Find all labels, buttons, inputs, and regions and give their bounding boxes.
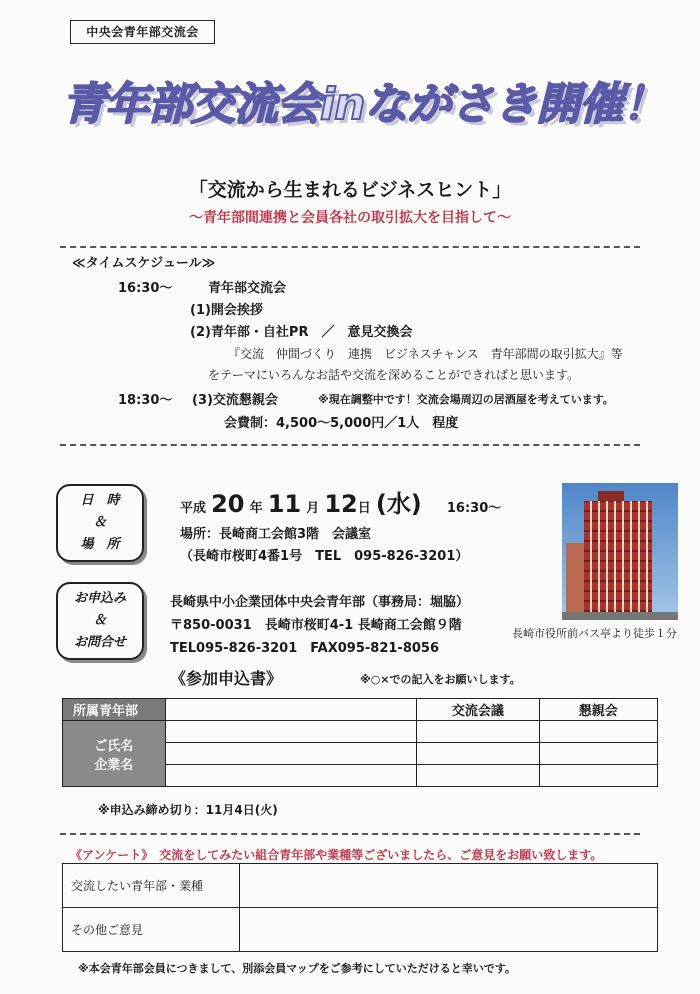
- schedule-desc-1: 『交流 仲間づくり 連携 ビジネスチャンス 青年部間の取引拡大』等: [228, 347, 623, 361]
- tagline: ～青年部間連携と会員各社の取引拡大を目指して～: [189, 210, 511, 226]
- photo-caption: 長崎市役所前バス亭より徒歩１分: [512, 627, 677, 640]
- event-address: （長崎市桜町4番1号 TEL 095-826-3201）: [180, 549, 469, 564]
- deadline: ※申込み締め切り：11月4日(火): [98, 803, 278, 817]
- survey-field-2[interactable]: [240, 908, 658, 952]
- party-field[interactable]: [539, 743, 657, 765]
- schedule-event-1: 青年部交流会: [208, 281, 287, 296]
- contact-address: 〒850-0031 長崎市桜町4-1 長崎商工会館９階: [170, 618, 462, 633]
- name-field[interactable]: [165, 743, 417, 765]
- affiliation-field[interactable]: [165, 699, 417, 721]
- subtitle: 「交流から生まれるビジネスヒント」: [188, 179, 512, 201]
- name-company-label: ご氏名 企業名: [63, 721, 166, 787]
- divider: [60, 444, 640, 446]
- schedule-fee: 会費制：4,500～5,000円／1人 程度: [224, 416, 459, 431]
- survey-table: [62, 863, 658, 952]
- org-badge: 中央会青年部交流会: [70, 20, 215, 44]
- registration-table: [62, 698, 658, 787]
- party-field[interactable]: [539, 765, 657, 787]
- meeting-field[interactable]: [417, 765, 539, 787]
- survey-label-1: 交流したい青年部・業種: [63, 864, 240, 908]
- col-party: 懇親会: [539, 699, 657, 721]
- building-photo: [562, 483, 678, 620]
- main-title: 青年部交流会inながさき開催！: [62, 79, 666, 130]
- footer-note: ※本会青年部会員につきまして、別添会員マップをご参考にしていただけると幸いです。: [78, 962, 516, 975]
- contact-label: お申込み ＆ お問合せ: [56, 582, 144, 660]
- event-date: 平成 20 年 11 月 12日 (水) 16:30～: [180, 490, 502, 518]
- meeting-field[interactable]: [417, 743, 539, 765]
- divider: [60, 246, 640, 248]
- form-note: ※○×での記入をお願いします。: [360, 673, 521, 686]
- contact-org: 長崎県中小企業団体中央会青年部（事務局：堀脇）: [170, 595, 470, 610]
- survey-field-1[interactable]: [240, 864, 658, 908]
- meeting-field[interactable]: [417, 721, 539, 743]
- col-affiliation: 所属青年部: [63, 699, 166, 721]
- divider: [60, 833, 640, 835]
- name-field[interactable]: [165, 765, 417, 787]
- datetime-label: 日 時 ＆ 場 所: [56, 484, 144, 562]
- party-field[interactable]: [539, 721, 657, 743]
- schedule-item-2: (2)青年部・自社PR ／ 意見交換会: [190, 325, 413, 340]
- contact-phone: TEL095-826-3201 FAX095-821-8056: [170, 641, 439, 656]
- schedule-item-3: (3)交流懇親会: [192, 393, 278, 408]
- name-field[interactable]: [165, 721, 417, 743]
- col-meeting: 交流会議: [417, 699, 539, 721]
- schedule-time-2: 18:30～: [118, 393, 173, 408]
- schedule-item-1: (1)開会挨拶: [190, 303, 263, 318]
- survey-title: 《アンケート》 交流をしてみたい組合青年部や業種等ございましたら、ご意見をお願い致します。: [70, 848, 603, 862]
- survey-label-2: その他ご意見: [63, 908, 240, 952]
- event-place: 場所：長崎商工会館3階 会議室: [180, 527, 372, 542]
- schedule-desc-2: をテーマにいろんなお話や交流を深めることができればと思います。: [208, 368, 580, 382]
- schedule-time-1: 16:30～: [118, 281, 173, 296]
- form-heading: 《参加申込書》: [170, 669, 283, 688]
- schedule-item-3-note: ※現在調整中です！交流会場周辺の居酒屋を考えています。: [318, 393, 614, 406]
- schedule-heading: ≪タイムスケジュール≫: [72, 256, 216, 271]
